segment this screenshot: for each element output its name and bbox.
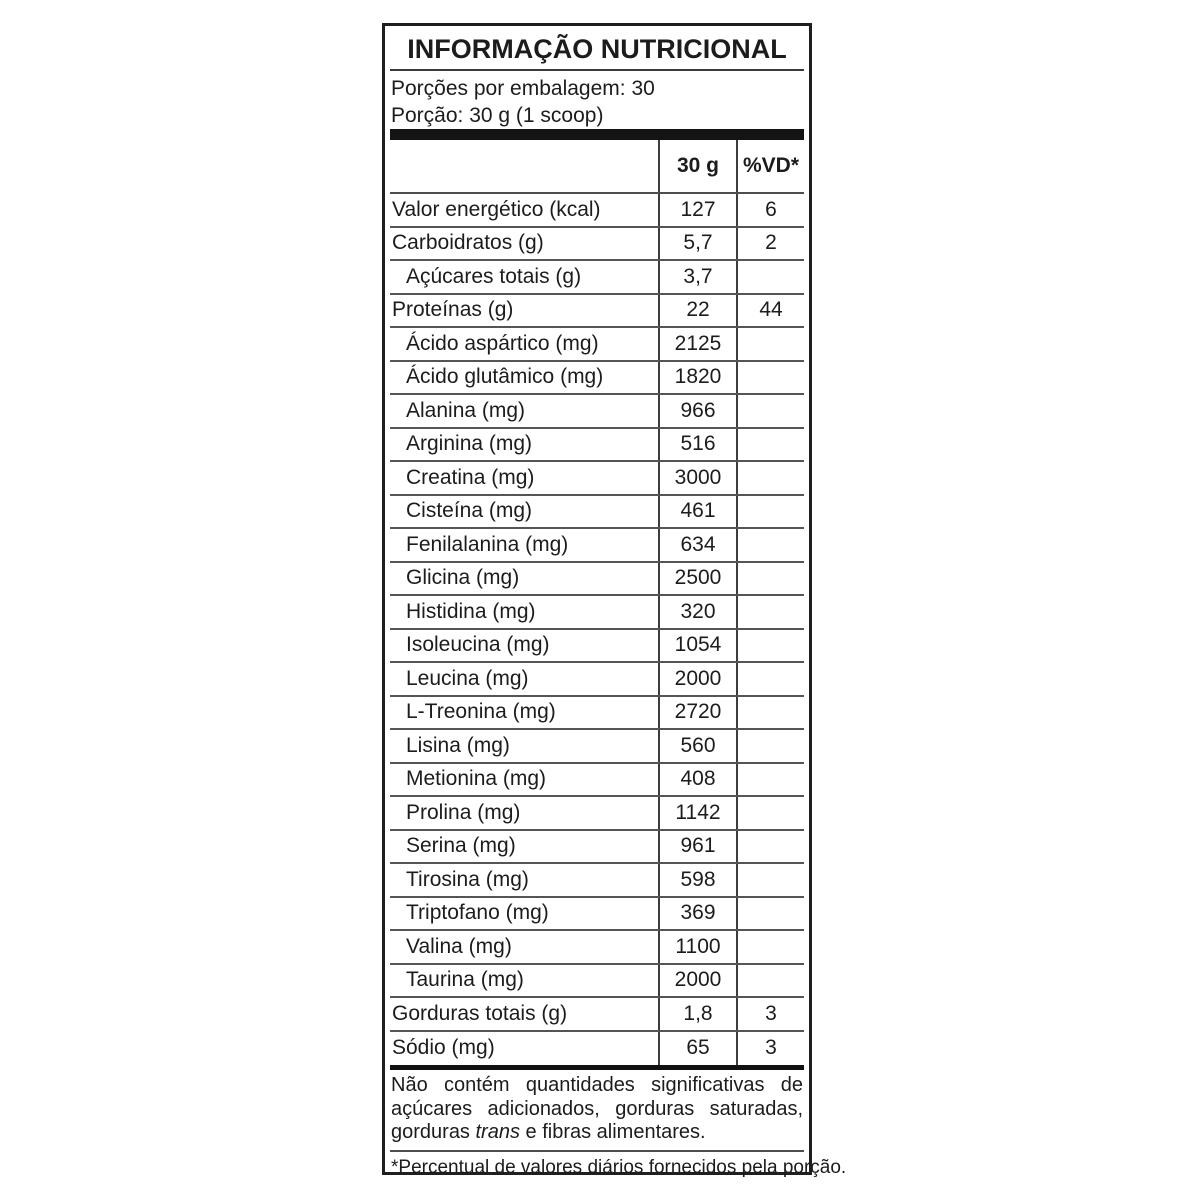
table-row [390, 462, 804, 496]
nutrient-vd [736, 730, 804, 762]
nutrient-label: Metionina (mg) [406, 767, 547, 791]
nutrient-vd [736, 496, 804, 528]
table-row [390, 395, 804, 429]
nutrient-vd [736, 429, 804, 461]
footnote-text-italic: trans [475, 1121, 520, 1143]
footnote-text-end: e fibras alimentares. [519, 1121, 706, 1143]
nutrient-label: Açúcares totais (g) [406, 264, 582, 288]
nutrient-label: Alanina (mg) [406, 398, 526, 422]
nutrient-amount: 2500 [658, 563, 736, 595]
nutrient-vd [736, 395, 804, 427]
table-header-row [390, 140, 804, 194]
nutrient-label: Serina (mg) [406, 834, 516, 858]
nutrient-amount: 369 [658, 898, 736, 930]
nutrient-amount: 2000 [658, 965, 736, 997]
table-row [390, 261, 804, 295]
column-header-vd: %VD* [736, 140, 804, 192]
nutrient-label: Cisteína (mg) [406, 499, 533, 523]
nutrient-vd: 2 [736, 228, 804, 260]
nutrient-label: Carboidratos (g) [392, 231, 544, 255]
nutrient-amount: 22 [658, 295, 736, 327]
nutrient-vd: 3 [736, 1032, 804, 1066]
nutrient-amount: 2720 [658, 697, 736, 729]
nutrient-label: Taurina (mg) [406, 968, 524, 992]
table-row [390, 596, 804, 630]
table-row [390, 864, 804, 898]
nutrient-vd [736, 898, 804, 930]
table-row [390, 931, 804, 965]
nutrient-amount: 461 [658, 496, 736, 528]
nutrient-vd [736, 663, 804, 695]
table-row [390, 194, 804, 228]
table-row [390, 898, 804, 932]
table-row [390, 697, 804, 731]
nutrient-label: Proteínas (g) [392, 298, 514, 322]
nutrient-amount: 408 [658, 764, 736, 796]
nutrient-vd [736, 697, 804, 729]
nutrient-label: Histidina (mg) [406, 599, 536, 623]
nutrient-vd: 3 [736, 998, 804, 1030]
nutrient-label: Tirosina (mg) [406, 867, 529, 891]
nutrient-amount: 1100 [658, 931, 736, 963]
nutrient-label: Ácido glutâmico (mg) [406, 365, 604, 389]
table-row [390, 764, 804, 798]
separator-bar [390, 129, 804, 140]
column-header-blank [390, 140, 658, 192]
footnote-daily-values: *Percentual de valores diários fornecidos pela porção. [391, 1156, 847, 1178]
nutrient-amount: 1820 [658, 362, 736, 394]
nutrient-label: Triptofano (mg) [406, 901, 549, 925]
nutrient-label: Gorduras totais (g) [392, 1001, 568, 1025]
table-row [390, 429, 804, 463]
label-title: INFORMAÇÃO NUTRICIONAL [390, 26, 804, 71]
nutrient-amount: 2125 [658, 328, 736, 360]
nutrient-amount: 5,7 [658, 228, 736, 260]
table-row [390, 1032, 804, 1066]
nutrient-vd [736, 630, 804, 662]
nutrient-label: Sódio (mg) [392, 1036, 495, 1060]
nutrient-amount: 961 [658, 831, 736, 863]
nutrient-label: Lisina (mg) [406, 733, 510, 757]
nutrient-label: Prolina (mg) [406, 800, 521, 824]
servings-per-package: Porções por embalagem: 30 [391, 77, 655, 100]
nutrient-amount: 1054 [658, 630, 736, 662]
nutrient-vd: 6 [736, 194, 804, 226]
table-row [390, 295, 804, 329]
nutrition-facts-label [382, 23, 847, 1178]
nutrient-label: Ácido aspártico (mg) [406, 331, 599, 355]
nutrient-amount: 2000 [658, 663, 736, 695]
nutrient-label: L-Treonina (mg) [406, 700, 556, 724]
nutrient-label: Leucina (mg) [406, 666, 529, 690]
table-row [390, 730, 804, 764]
nutrition-table [390, 194, 804, 1070]
nutrient-amount: 3,7 [658, 261, 736, 293]
nutrient-amount: 966 [658, 395, 736, 427]
nutrient-vd [736, 462, 804, 494]
nutrient-vd [736, 864, 804, 896]
table-row [390, 663, 804, 697]
serving-size: Porção: 30 g (1 scoop) [391, 104, 604, 127]
nutrient-vd [736, 362, 804, 394]
serving-info [390, 71, 804, 127]
table-row [390, 496, 804, 530]
nutrient-vd [736, 261, 804, 293]
nutrient-label: Creatina (mg) [406, 465, 535, 489]
nutrient-amount: 127 [658, 194, 736, 226]
nutrient-vd: 44 [736, 295, 804, 327]
nutrient-vd [736, 764, 804, 796]
nutrient-amount: 1142 [658, 797, 736, 829]
table-row [390, 362, 804, 396]
nutrient-vd [736, 797, 804, 829]
nutrient-label: Fenilalanina (mg) [406, 532, 569, 556]
column-header-amount: 30 g [658, 140, 736, 192]
nutrient-amount: 634 [658, 529, 736, 561]
nutrient-vd [736, 563, 804, 595]
nutrient-label: Valor energético (kcal) [392, 197, 601, 221]
nutrient-vd [736, 328, 804, 360]
table-row [390, 998, 804, 1032]
nutrient-label: Isoleucina (mg) [406, 633, 550, 657]
table-row [390, 228, 804, 262]
nutrient-amount: 65 [658, 1032, 736, 1066]
nutrient-label: Valina (mg) [406, 934, 512, 958]
table-row [390, 328, 804, 362]
nutrient-vd [736, 965, 804, 997]
nutrient-vd [736, 931, 804, 963]
nutrient-label: Glicina (mg) [406, 566, 520, 590]
nutrient-amount: 516 [658, 429, 736, 461]
table-row [390, 965, 804, 999]
nutrient-amount: 560 [658, 730, 736, 762]
nutrient-amount: 3000 [658, 462, 736, 494]
table-row [390, 630, 804, 664]
nutrient-amount: 320 [658, 596, 736, 628]
nutrient-amount: 598 [658, 864, 736, 896]
nutrient-vd [736, 596, 804, 628]
table-row [390, 529, 804, 563]
table-row [390, 831, 804, 865]
footnote-no-significant [390, 1071, 804, 1152]
table-row [390, 797, 804, 831]
nutrient-label: Arginina (mg) [406, 432, 533, 456]
nutrient-vd [736, 529, 804, 561]
table-row [390, 563, 804, 597]
nutrient-amount: 1,8 [658, 998, 736, 1030]
nutrient-vd [736, 831, 804, 863]
footnote-text-start: Não contém quantidades significativas de açúcares adicionados, gorduras saturadas, gorduras [391, 1074, 803, 1143]
